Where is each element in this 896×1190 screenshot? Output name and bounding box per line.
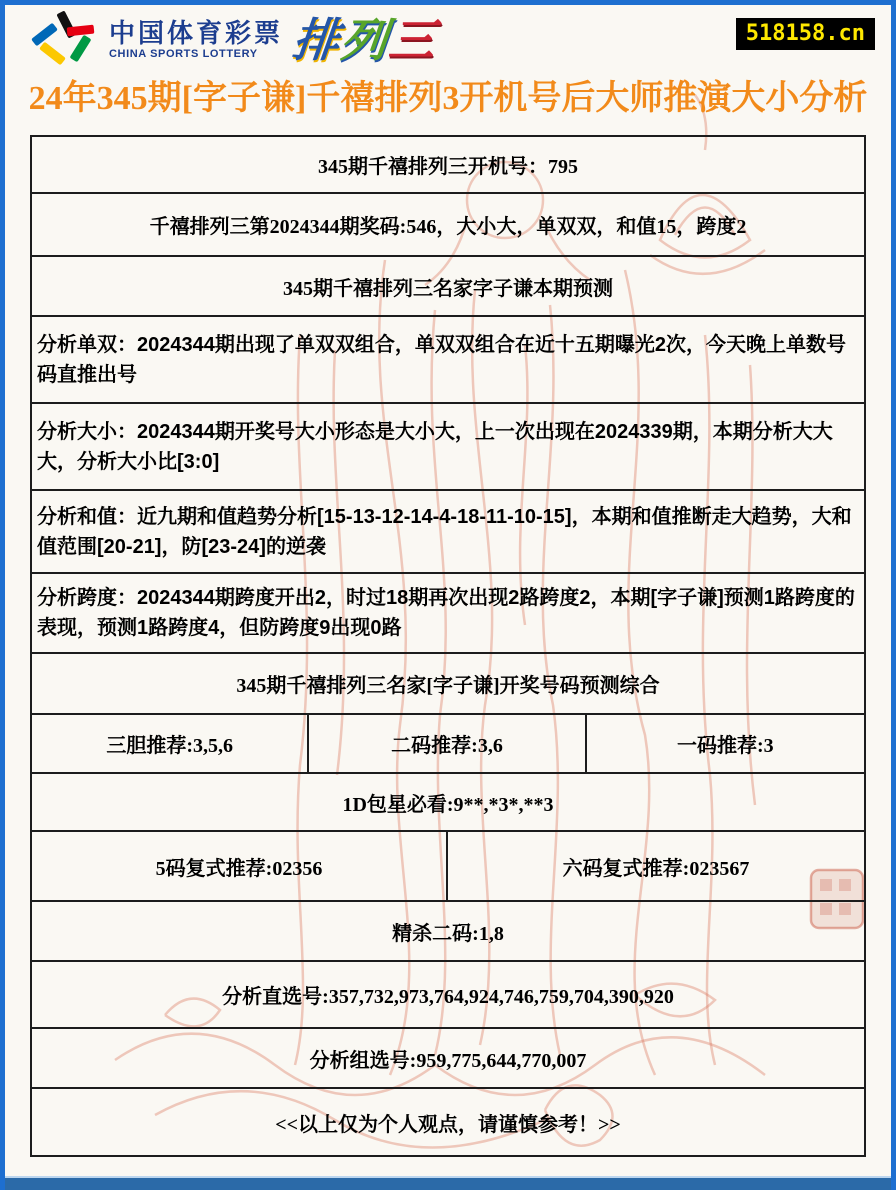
brand-name-cn: 中国体育彩票 bbox=[109, 18, 284, 48]
table-cell: 二码推荐:3,6 bbox=[309, 715, 586, 772]
table-row: 分析直选号:357,732,973,764,924,746,759,704,390,920 bbox=[32, 962, 864, 1029]
table-row bbox=[32, 832, 864, 902]
table-row: 分析大小：2024344期开奖号大小形态是大小大，上一次出现在2024339期，本期分析大大大，分析大小比[3:0] bbox=[32, 404, 864, 491]
table-row: 千禧排列三第2024344期奖码:546，大小大，单双双，和值15，跨度2 bbox=[32, 194, 864, 257]
site-header bbox=[5, 5, 891, 69]
table-row: 345期千禧排列三名家字子谦本期预测 bbox=[32, 257, 864, 317]
table-row bbox=[32, 715, 864, 774]
table-row: 精杀二码:1,8 bbox=[32, 902, 864, 962]
table-row: 分析单双：2024344期出现了单双双组合，单双双组合在近十五期曝光2次，今天晚上单数号码直推出号 bbox=[32, 317, 864, 404]
table-row: 分析和值：近九期和值趋势分析[15-13-12-14-4-18-11-10-15]，本期和值推断走大趋势，大和值范围[20-21]，防[23-24]的逆袭 bbox=[32, 491, 864, 574]
pailie3-wordmark bbox=[290, 14, 440, 66]
table-row: <<以上仅为个人观点，请谨慎参考！>> bbox=[275, 1113, 621, 1136]
brand-name-en: CHINA SPORTS LOTTERY bbox=[109, 48, 258, 60]
table-row: 345期千禧排列三名家[字子谦]开奖号码预测综合 bbox=[32, 654, 864, 715]
brand-text bbox=[109, 20, 283, 60]
table-cell: 5码复式推荐:02356 bbox=[32, 832, 448, 900]
wordmark-char-pai: 排 bbox=[290, 14, 344, 66]
brand-logo bbox=[29, 14, 440, 66]
table-row: 1D包星必看:9**,*3*,**3 bbox=[32, 774, 864, 832]
table-cell: 六码复式推荐:023567 bbox=[562, 857, 750, 880]
table-row: 分析组选号:959,775,644,770,007 bbox=[32, 1029, 864, 1089]
sports-lottery-logo-icon bbox=[29, 14, 99, 66]
bottom-bar bbox=[5, 1176, 891, 1190]
table-cell: 三胆推荐:3,5,6 bbox=[32, 715, 309, 772]
page-title: 24年345期[字子谦]千禧排列3开机号后大师推演大小分析 bbox=[28, 80, 868, 117]
table-row: 分析跨度：2024344期跨度开出2，时过18期再次出现2路跨度2，本期[字子谦]预测1路跨度的表现，预测1路跨度4，但防跨度9出现0路 bbox=[32, 574, 864, 654]
table-cell: 一码推荐:3 bbox=[676, 735, 774, 758]
table-row: 345期千禧排列三开机号：795 bbox=[32, 137, 864, 194]
prediction-table bbox=[30, 135, 866, 1157]
wordmark-char-san: 三 bbox=[386, 14, 440, 66]
site-domain-badge[interactable]: 518158.cn bbox=[736, 18, 875, 50]
wordmark-char-lie: 列 bbox=[338, 14, 392, 66]
